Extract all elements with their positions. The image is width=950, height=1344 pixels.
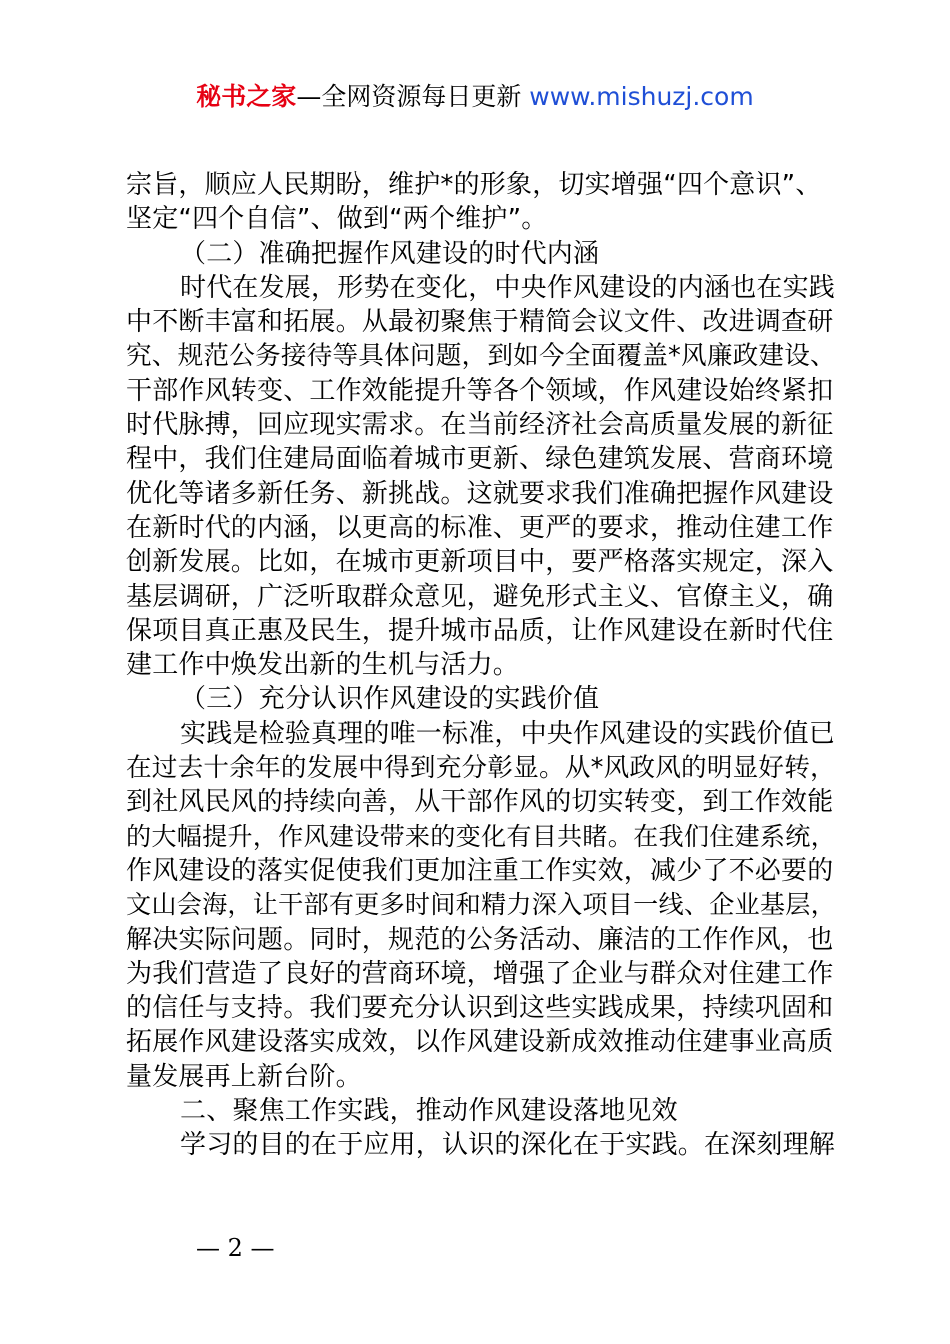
site-header <box>0 80 950 114</box>
text-line: 究、规范公务接待等具体问题，到如今全面覆盖*风廉政建设、 <box>126 341 836 372</box>
section-heading: （三）充分认识作风建设的实践价值 <box>180 684 600 715</box>
text-line: 作风建设的落实促使我们更加注重工作实效，减少了不必要的 <box>126 855 834 886</box>
document-body <box>126 168 836 1163</box>
text-line: 时代在发展，形势在变化，中央作风建设的内涵也在实践 <box>180 272 836 303</box>
text-line: 拓展作风建设落实成效，以作风建设新成效推动住建事业高质 <box>126 1027 834 1058</box>
text-line: 建工作中焕发出新的生机与活力。 <box>126 650 520 681</box>
section-heading: 二、聚焦工作实践，推动作风建设落地见效 <box>180 1096 678 1127</box>
site-url[interactable]: www.mishuzj.com <box>529 82 754 111</box>
text-line: 干部作风转变、工作效能提升等各个领域，作风建设始终紧扣 <box>126 375 834 406</box>
text-line: 基层调研，广泛听取群众意见，避免形式主义、官僚主义，确 <box>126 581 834 612</box>
text-line: 在新时代的内涵，以更高的标准、更严的要求，推动住建工作 <box>126 512 834 543</box>
text-line: 保项目真正惠及民生，提升城市品质，让作风建设在新时代住 <box>126 615 834 646</box>
header-tagline: —全网资源每日更新 <box>296 82 522 111</box>
text-line: 优化等诸多新任务、新挑战。这就要求我们准确把握作风建设 <box>126 478 834 509</box>
text-line: 坚定“四个自信”、做到“两个维护”。 <box>126 204 548 235</box>
section-heading: （二）准确把握作风建设的时代内涵 <box>180 238 600 269</box>
text-line: 实践是检验真理的唯一标准，中央作风建设的实践价值已 <box>180 718 836 749</box>
text-line: 量发展再上新台阶。 <box>126 1061 362 1092</box>
text-line: 解决实际问题。同时，规范的公务活动、廉洁的工作作风，也 <box>126 924 834 955</box>
text-line: 在过去十余年的发展中得到充分彰显。从*风政风的明显好转， <box>126 753 836 784</box>
text-line: 的大幅提升，作风建设带来的变化有目共睹。在我们住建系统， <box>126 821 836 851</box>
text-line: 学习的目的在于应用，认识的深化在于实践。在深刻理解 <box>180 1130 836 1161</box>
text-line: 时代脉搏，回应现实需求。在当前经济社会高质量发展的新征 <box>126 410 834 441</box>
text-line: 为我们营造了良好的营商环境，增强了企业与群众对住建工作 <box>126 958 834 989</box>
text-line: 文山会海，让干部有更多时间和精力深入项目一线、企业基层， <box>126 890 836 920</box>
text-line: 的信任与支持。我们要充分认识到这些实践成果，持续巩固和 <box>126 993 834 1024</box>
text-line: 宗旨，顺应人民期盼，维护*的形象，切实增强“四个意识”、 <box>126 170 822 200</box>
text-line: 到社风民风的持续向善，从干部作风的切实转变，到工作效能 <box>126 787 834 818</box>
page-number: — 2 — <box>196 1234 275 1262</box>
text-line: 程中，我们住建局面临着城市更新、绿色建筑发展、营商环境 <box>126 444 834 475</box>
brand-name: 秘书之家 <box>196 82 297 111</box>
text-line: 创新发展。比如，在城市更新项目中，要严格落实规定，深入 <box>126 547 834 578</box>
text-line: 中不断丰富和拓展。从最初聚焦于精简会议文件、改进调查研 <box>126 307 834 338</box>
